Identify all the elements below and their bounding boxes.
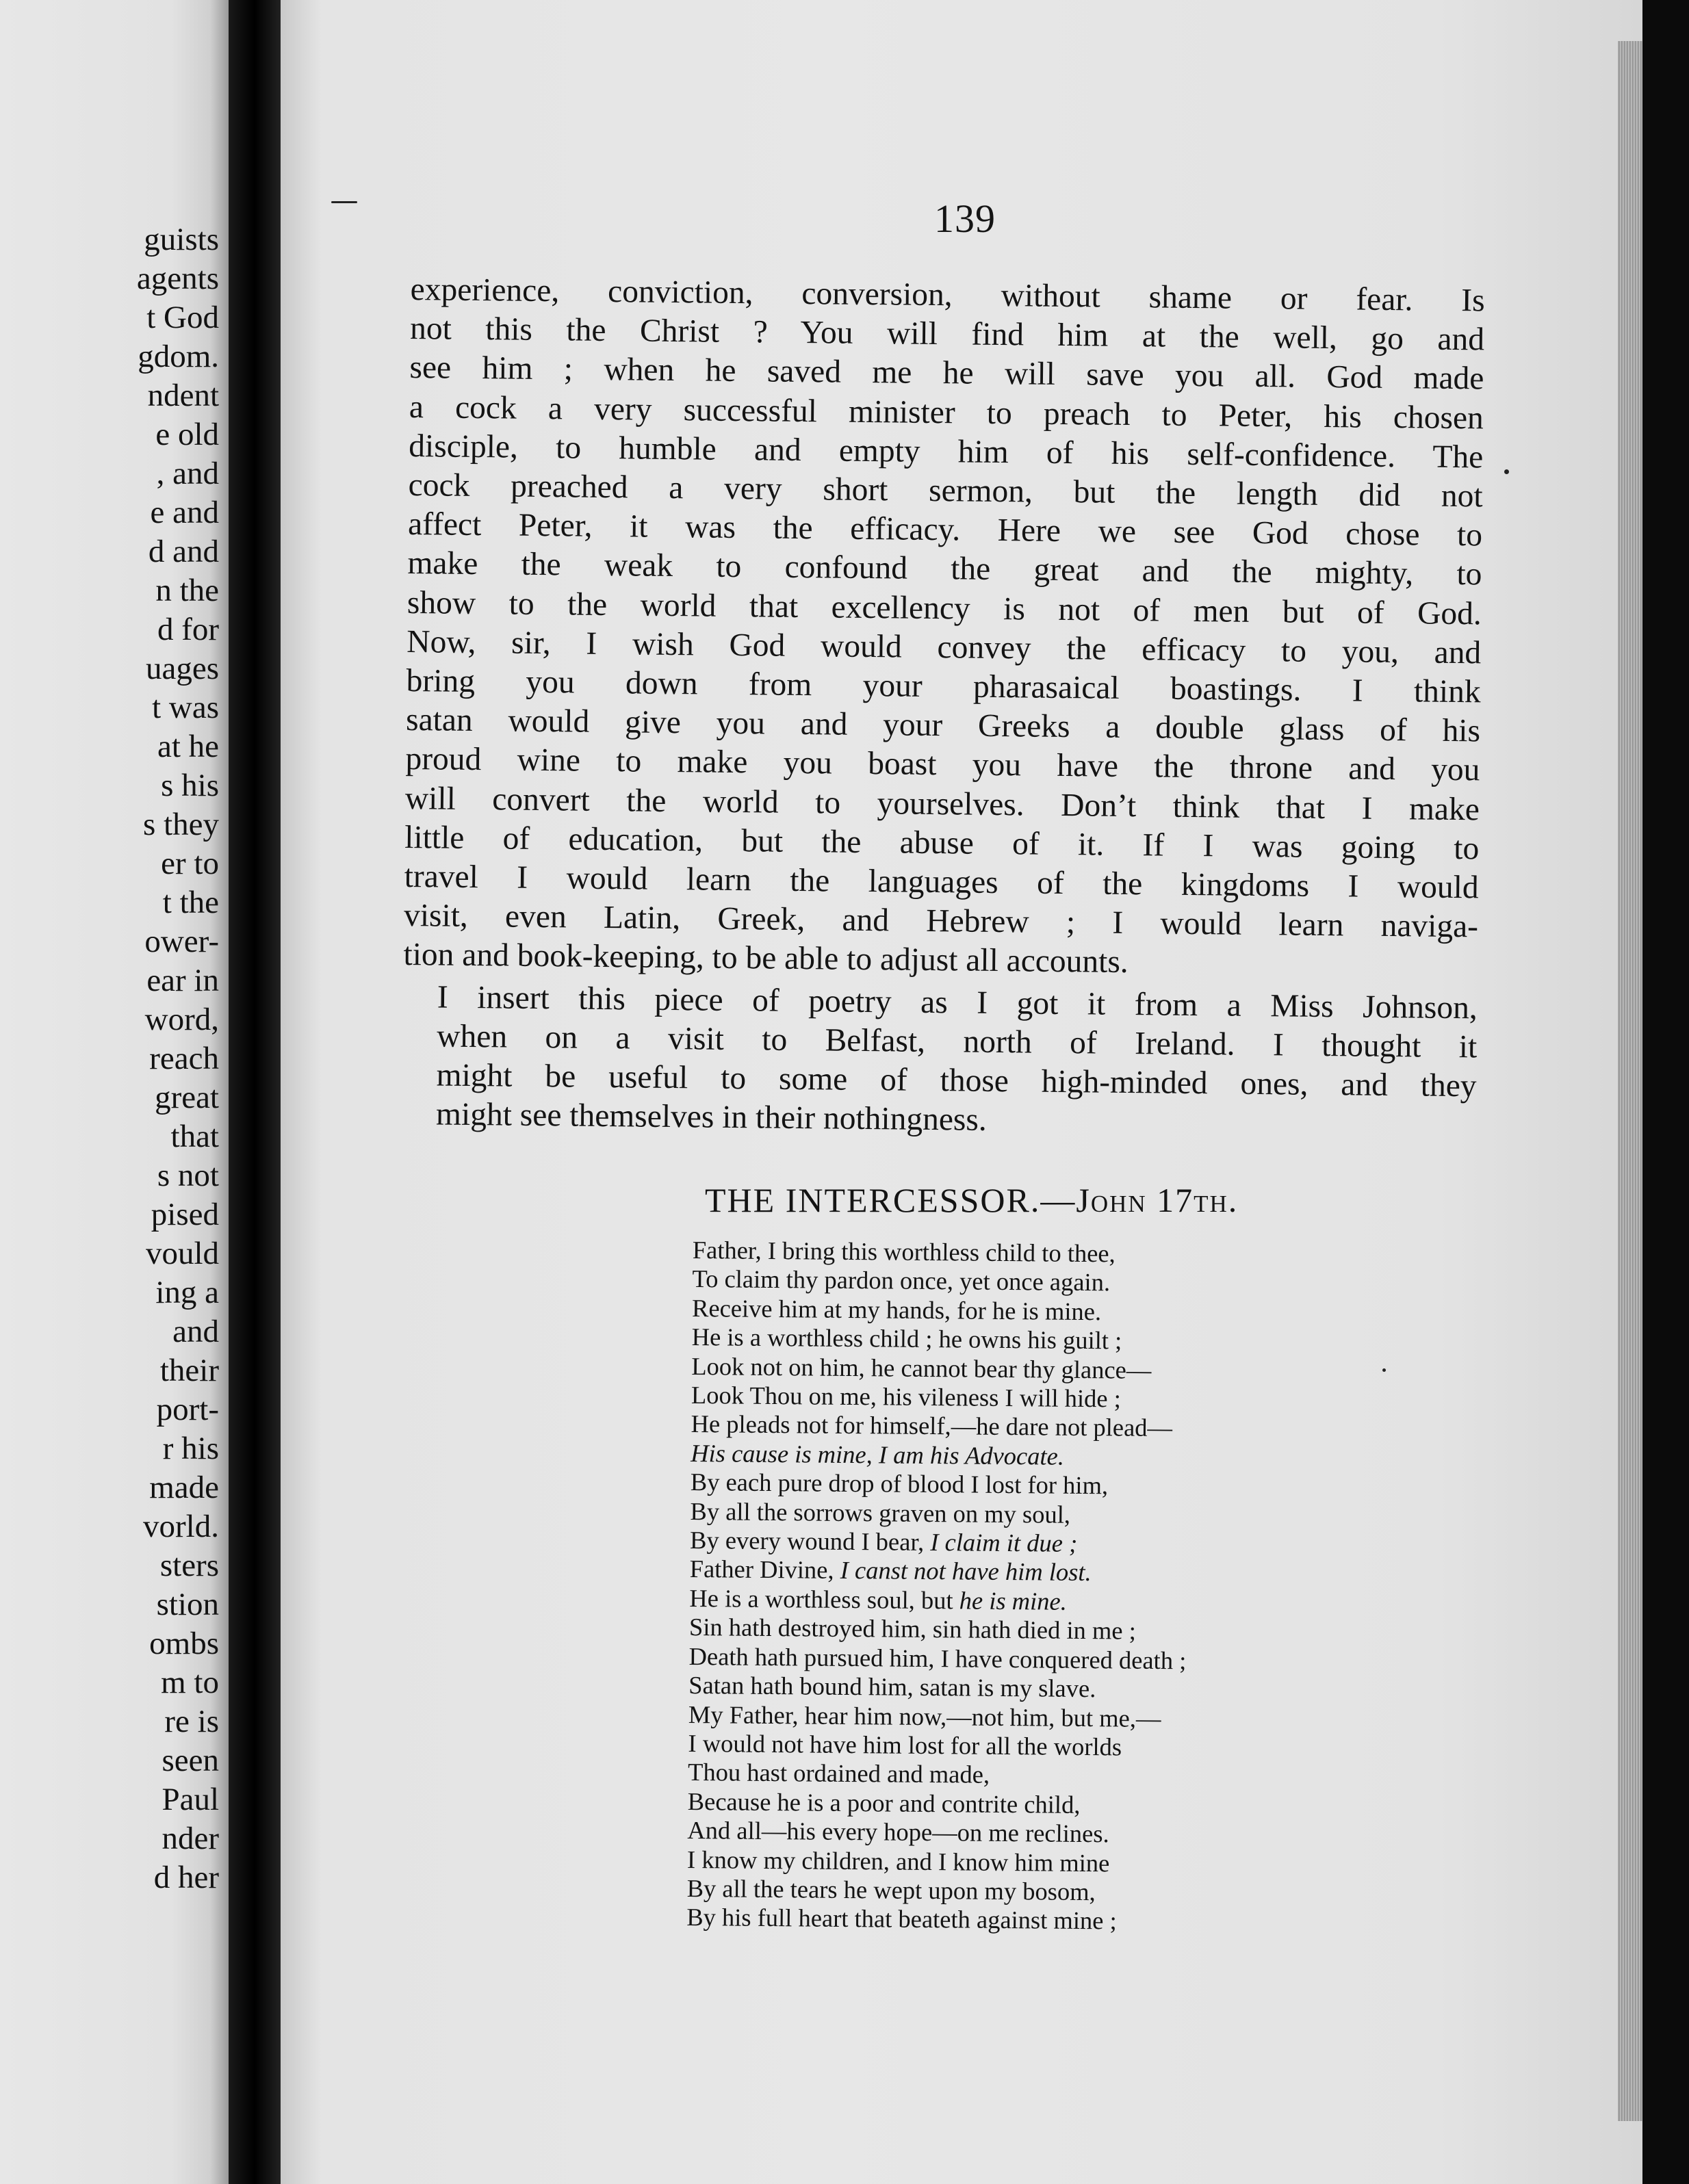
poem-line-roman: Receive him at my hands, for he is mine. <box>691 1293 1102 1326</box>
text-line: bring you down from your pharasaical boastings. I think <box>406 662 1481 710</box>
left-page-line: Paul <box>162 1782 219 1817</box>
poem-line-roman: Death hath pursued him, I have conquered death ; <box>688 1641 1187 1675</box>
text-line: a cock a very successful minister to preach to Peter, his chosen <box>409 389 1484 437</box>
left-page-line: great <box>155 1080 219 1115</box>
poem-line-italic: I canst not have him lost. <box>840 1556 1092 1587</box>
poem-title-reference: John 17th. <box>1076 1181 1239 1219</box>
left-page-line: ombs <box>149 1626 219 1661</box>
text-line: show to the world that excellency is not of men but of God. <box>407 584 1482 632</box>
poem-line-italic: I claim it due ; <box>930 1528 1078 1557</box>
text-line: satan would give you and your Greeks a double glass of his <box>405 702 1481 749</box>
poem-line-roman: By every wound I bear, <box>689 1526 931 1557</box>
poem-line-roman: To claim thy pardon once, yet once again. <box>692 1264 1111 1297</box>
scan-speck <box>1504 469 1509 474</box>
left-page-line: d for <box>157 612 219 647</box>
poem-line-roman: By each pure drop of blood I lost for him, <box>690 1468 1109 1500</box>
poem-line-roman: And all—his every hope—on me reclines. <box>687 1816 1109 1848</box>
poem-line-italic: His cause is mine, I am his Advocate. <box>691 1438 1065 1470</box>
text-line: might be useful to some of those high-minded ones, and they <box>436 1057 1477 1104</box>
book-gutter <box>229 0 281 2184</box>
body-text <box>402 270 1485 1145</box>
text-line: will convert the world to yourselves. Don’t think that I make <box>404 780 1480 828</box>
paragraph-1 <box>403 270 1485 986</box>
page-number: 139 <box>934 196 996 241</box>
left-page-line: n the <box>155 573 219 608</box>
text-line: I insert this piece of poetry as I got it from a Miss Johnson, <box>437 979 1478 1026</box>
left-page-line: re is <box>164 1704 219 1739</box>
page-edges <box>1618 41 1642 2121</box>
poem-line-roman: He is a worthless child ; he owns his guilt ; <box>691 1323 1122 1355</box>
left-page-line: ndent <box>147 378 219 413</box>
left-page-line: , and <box>156 456 219 491</box>
text-line: might see themselves in their nothingness. <box>435 1096 988 1139</box>
poem <box>686 1236 1445 1938</box>
poem-line-roman: Because he is a poor and contrite child, <box>687 1786 1081 1819</box>
text-line: disciple, to humble and empty him of his self-confidence. The <box>409 428 1484 476</box>
poem-line-italic: he is mine. <box>959 1586 1068 1615</box>
left-page-line: that <box>170 1119 219 1154</box>
left-page-line: d her <box>153 1860 219 1895</box>
poem-line-roman: By all the sorrows graven on my soul, <box>690 1496 1071 1529</box>
left-page-line: t God <box>146 300 219 335</box>
left-page-line: t the <box>162 885 219 920</box>
left-page-line: and <box>172 1314 219 1349</box>
left-page-line: e and <box>150 495 219 530</box>
left-page-line: ing a <box>155 1275 219 1310</box>
left-page-line: their <box>159 1353 219 1388</box>
left-page-line: guists <box>144 222 219 257</box>
left-page-line: word, <box>144 1002 219 1037</box>
left-page-line: pised <box>151 1197 219 1232</box>
left-page-line: reach <box>149 1041 219 1076</box>
left-page <box>0 0 229 2184</box>
left-page-line: sters <box>159 1548 219 1583</box>
left-page-line: stion <box>156 1587 219 1622</box>
left-page-line: ower- <box>144 924 219 959</box>
poem-line <box>686 1903 1439 1938</box>
text-line: tion and book-keeping, to be able to adjust all accounts. <box>403 937 1129 980</box>
poem-line-roman: By his full heart that beateth against mine ; <box>686 1903 1117 1935</box>
poem-title-main: THE INTERCESSOR.— <box>705 1181 1076 1219</box>
left-page-line: s they <box>143 807 219 842</box>
text-line: Now, sir, I wish God would convey the efficacy to you, and <box>407 623 1482 671</box>
left-page-line: agents <box>136 261 219 296</box>
text-line: experience, conviction, conversion, without shame or fear. Is <box>410 271 1485 319</box>
left-page-line: vould <box>145 1236 219 1271</box>
left-page-line: er to <box>161 846 219 881</box>
poem-line-roman: I know my children, and I know him mine <box>686 1845 1110 1877</box>
text-line: not this the Christ ? You will find him at the well, go and <box>409 311 1485 358</box>
left-page-line: ear in <box>146 963 219 998</box>
left-page-line: s his <box>161 768 219 803</box>
text-line: little of education, but the abuse of it. If I was going to <box>404 819 1480 867</box>
poem-line-roman: He pleads not for himself,—he dare not plead— <box>691 1409 1173 1442</box>
poem-line-roman: Satan hath bound him, satan is my slave. <box>688 1671 1096 1703</box>
left-page-text <box>137 220 219 1897</box>
left-page-line: gdom. <box>138 339 219 374</box>
left-page-line: made <box>149 1470 219 1505</box>
left-page-line: vorld. <box>143 1509 219 1544</box>
text-line: visit, even Latin, Greek, and Hebrew ; I would learn naviga- <box>403 898 1479 945</box>
text-line: see him ; when he saved me he will save you all. God made <box>409 350 1484 397</box>
text-line: affect Peter, it was the efficacy. Here we see God chose to <box>407 506 1483 554</box>
left-page-line: r his <box>162 1431 219 1466</box>
left-page-line: uages <box>145 651 219 686</box>
scan-speck <box>331 201 357 203</box>
left-page-line: at he <box>157 729 219 764</box>
poem-line-roman: He is a worthless soul, but <box>689 1583 959 1615</box>
paragraph-2 <box>402 978 1478 1145</box>
text-line: when on a visit to Belfast, north of Ireland. I thought it <box>437 1018 1478 1065</box>
text-line: cock preached a very short sermon, but the length did not <box>408 467 1483 515</box>
left-page-line: s not <box>157 1158 219 1193</box>
poem-line-roman: My Father, hear him now,—not him, but me,— <box>688 1700 1161 1732</box>
left-page-line: port- <box>156 1392 219 1427</box>
text-line: travel I would learn the languages of the kingdoms I would <box>404 858 1479 906</box>
poem-line-roman: Thou hast ordained and made, <box>687 1758 990 1789</box>
left-page-line: m to <box>161 1665 219 1700</box>
left-page-line: e old <box>155 417 219 452</box>
left-page-line: seen <box>162 1743 219 1778</box>
left-page-line: t was <box>152 690 219 725</box>
poem-line-roman: I would not have him lost for all the worlds <box>688 1728 1122 1761</box>
left-page-line: nder <box>162 1821 219 1856</box>
poem-line-roman: Look not on him, he cannot bear thy glance— <box>691 1351 1152 1384</box>
text-line: proud wine to make you boast you have the throne and you <box>405 741 1480 788</box>
poem-line-roman: Father Divine, <box>689 1555 840 1585</box>
book-page <box>281 0 1642 2184</box>
poem-line-roman: Look Thou on me, his vileness I will hide ; <box>691 1381 1122 1413</box>
poem-line-roman: Sin hath destroyed him, sin hath died in me ; <box>688 1613 1137 1645</box>
left-page-line: d and <box>148 534 219 569</box>
text-line: make the weak to confound the great and the mighty, to <box>407 545 1482 593</box>
poem-line-roman: Father, I bring this worthless child to thee, <box>692 1236 1116 1268</box>
poem-line-roman: By all the tears he wept upon my bosom, <box>686 1873 1096 1906</box>
poem-title <box>705 1180 1238 1220</box>
